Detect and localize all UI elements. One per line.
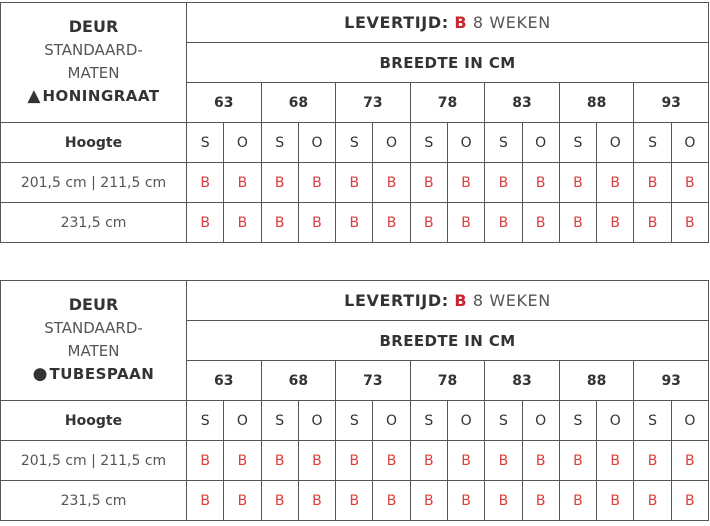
availability-cell: B bbox=[224, 441, 261, 481]
availability-cell: B bbox=[597, 163, 634, 203]
lead-time-label: LEVERTIJD: bbox=[344, 13, 449, 32]
availability-cell: B bbox=[410, 163, 447, 203]
availability-cell: B bbox=[485, 481, 522, 521]
door-type-cell bbox=[1, 3, 187, 123]
availability-cell: B bbox=[634, 203, 671, 243]
sub-column-o: O bbox=[597, 401, 634, 441]
availability-cell: B bbox=[447, 441, 484, 481]
width-header: BREEDTE IN CM bbox=[187, 321, 709, 361]
availability-cell: B bbox=[373, 441, 410, 481]
availability-cell: B bbox=[187, 203, 224, 243]
width-68: 68 bbox=[261, 361, 336, 401]
width-88: 88 bbox=[559, 83, 634, 123]
sub-column-s: S bbox=[485, 123, 522, 163]
availability-cell: B bbox=[634, 441, 671, 481]
sub-column-s: S bbox=[261, 401, 298, 441]
width-88: 88 bbox=[559, 361, 634, 401]
lead-time-weeks: 8 WEKEN bbox=[472, 13, 551, 32]
availability-cell: B bbox=[261, 163, 298, 203]
sub-columns-row bbox=[1, 123, 709, 163]
availability-cell: B bbox=[559, 481, 596, 521]
availability-cell: B bbox=[261, 481, 298, 521]
availability-cell: B bbox=[671, 481, 708, 521]
availability-cell: B bbox=[187, 163, 224, 203]
availability-cell: B bbox=[410, 441, 447, 481]
height-label: Hoogte bbox=[1, 123, 187, 163]
sub-column-s: S bbox=[187, 401, 224, 441]
width-93: 93 bbox=[634, 361, 709, 401]
sub-column-s: S bbox=[336, 401, 373, 441]
door-label: DEUR bbox=[68, 17, 119, 37]
sub-column-o: O bbox=[522, 401, 559, 441]
availability-cell: B bbox=[671, 441, 708, 481]
sub-column-o: O bbox=[671, 123, 708, 163]
lead-time-label: LEVERTIJD: bbox=[344, 291, 449, 310]
sub-column-s: S bbox=[634, 123, 671, 163]
lead-time-header bbox=[187, 281, 709, 321]
availability-cell: B bbox=[671, 203, 708, 243]
width-78: 78 bbox=[410, 361, 485, 401]
sub-column-s: S bbox=[336, 123, 373, 163]
door-type-name: HONINGRAAT bbox=[42, 87, 160, 106]
standard-label-line-2: MATEN bbox=[67, 63, 120, 82]
availability-cell: B bbox=[261, 203, 298, 243]
availability-cell: B bbox=[447, 203, 484, 243]
availability-cell: B bbox=[298, 481, 335, 521]
availability-cell: B bbox=[597, 481, 634, 521]
standard-label-line-1: STANDAARD- bbox=[44, 41, 143, 60]
width-78: 78 bbox=[410, 83, 485, 123]
door-type-cell bbox=[1, 281, 187, 401]
availability-cell: B bbox=[373, 203, 410, 243]
sub-column-o: O bbox=[373, 401, 410, 441]
sub-column-o: O bbox=[447, 401, 484, 441]
availability-cell: B bbox=[336, 163, 373, 203]
sub-column-o: O bbox=[447, 123, 484, 163]
availability-cell: B bbox=[447, 481, 484, 521]
sub-column-s: S bbox=[559, 123, 596, 163]
availability-cell: B bbox=[522, 481, 559, 521]
availability-cell: B bbox=[410, 481, 447, 521]
availability-cell: B bbox=[559, 163, 596, 203]
sub-column-o: O bbox=[597, 123, 634, 163]
table-row bbox=[1, 163, 709, 203]
availability-cell: B bbox=[485, 163, 522, 203]
availability-cell: B bbox=[522, 163, 559, 203]
availability-cell: B bbox=[485, 203, 522, 243]
availability-cell: B bbox=[298, 441, 335, 481]
row-label: 201,5 cm | 211,5 cm bbox=[1, 441, 187, 481]
availability-cell: B bbox=[336, 481, 373, 521]
height-label: Hoogte bbox=[1, 401, 187, 441]
availability-cell: B bbox=[485, 441, 522, 481]
sub-column-o: O bbox=[671, 401, 708, 441]
sub-column-o: O bbox=[373, 123, 410, 163]
sub-column-o: O bbox=[224, 123, 261, 163]
sub-column-s: S bbox=[187, 123, 224, 163]
availability-cell: B bbox=[522, 203, 559, 243]
width-73: 73 bbox=[336, 83, 411, 123]
availability-cell: B bbox=[447, 163, 484, 203]
lead-time-weeks: 8 WEKEN bbox=[472, 291, 551, 310]
availability-cell: B bbox=[336, 203, 373, 243]
availability-cell: B bbox=[336, 441, 373, 481]
width-63: 63 bbox=[187, 83, 262, 123]
availability-cell: B bbox=[298, 163, 335, 203]
sub-column-o: O bbox=[298, 123, 335, 163]
availability-cell: B bbox=[298, 203, 335, 243]
lead-time-header bbox=[187, 3, 709, 43]
row-label: 231,5 cm bbox=[1, 203, 187, 243]
availability-cell: B bbox=[261, 441, 298, 481]
availability-cell: B bbox=[634, 163, 671, 203]
availability-cell: B bbox=[373, 481, 410, 521]
availability-cell: B bbox=[559, 203, 596, 243]
row-label: 201,5 cm | 211,5 cm bbox=[1, 163, 187, 203]
availability-cell: B bbox=[522, 441, 559, 481]
availability-cell: B bbox=[187, 441, 224, 481]
availability-cell: B bbox=[671, 163, 708, 203]
standard-label-line-2: MATEN bbox=[67, 341, 120, 360]
lead-time-code: B bbox=[454, 291, 468, 310]
availability-cell: B bbox=[187, 481, 224, 521]
table-row bbox=[1, 203, 709, 243]
width-63: 63 bbox=[187, 361, 262, 401]
row-label: 231,5 cm bbox=[1, 481, 187, 521]
sub-column-s: S bbox=[410, 401, 447, 441]
width-73: 73 bbox=[336, 361, 411, 401]
width-83: 83 bbox=[485, 361, 560, 401]
availability-table-tubespaan bbox=[0, 280, 709, 521]
triangle-icon: ▲ bbox=[27, 86, 41, 107]
availability-cell: B bbox=[634, 481, 671, 521]
door-type-name: TUBESPAAN bbox=[49, 365, 155, 384]
availability-cell: B bbox=[410, 203, 447, 243]
availability-table-honingraat bbox=[0, 2, 709, 243]
standard-label-line-1: STANDAARD- bbox=[44, 319, 143, 338]
availability-cell: B bbox=[224, 163, 261, 203]
availability-cell: B bbox=[597, 441, 634, 481]
sub-columns-row bbox=[1, 401, 709, 441]
table-row bbox=[1, 481, 709, 521]
width-68: 68 bbox=[261, 83, 336, 123]
width-header: BREEDTE IN CM bbox=[187, 43, 709, 83]
sub-column-o: O bbox=[224, 401, 261, 441]
circle-icon: ● bbox=[32, 364, 48, 385]
availability-cell: B bbox=[224, 203, 261, 243]
sub-column-o: O bbox=[298, 401, 335, 441]
table-row bbox=[1, 441, 709, 481]
availability-cell: B bbox=[373, 163, 410, 203]
sub-column-s: S bbox=[261, 123, 298, 163]
sub-column-o: O bbox=[522, 123, 559, 163]
availability-cell: B bbox=[597, 203, 634, 243]
sub-column-s: S bbox=[410, 123, 447, 163]
lead-time-code: B bbox=[454, 13, 468, 32]
availability-cell: B bbox=[559, 441, 596, 481]
width-93: 93 bbox=[634, 83, 709, 123]
sub-column-s: S bbox=[634, 401, 671, 441]
width-83: 83 bbox=[485, 83, 560, 123]
door-label: DEUR bbox=[68, 295, 119, 315]
availability-cell: B bbox=[224, 481, 261, 521]
sub-column-s: S bbox=[559, 401, 596, 441]
sub-column-s: S bbox=[485, 401, 522, 441]
